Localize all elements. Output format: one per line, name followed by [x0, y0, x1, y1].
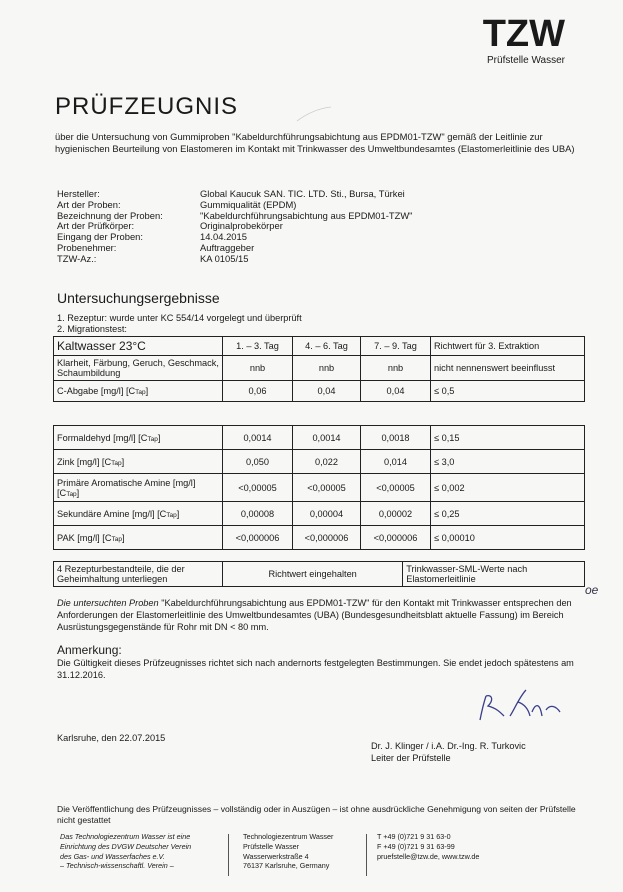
table-row	[54, 450, 585, 474]
row-label: Klarheit, Färbung, Geruch, Geschmack, Schaumbildung	[54, 356, 223, 381]
section-title: Untersuchungsergebnisse	[57, 290, 220, 306]
meta-value: Gummiqualität (EPDM)	[200, 198, 297, 210]
conclusion-body: "Kabeldurchführungsabichtung aus EPDM01-TZW" für den Kontakt mit Trinkwasser entsprechen den Anforderungen der Elastomerleitlinie des Umweltbundesamtes (UBA) (Bundesgesundheitsblatt aktuelle Fassung) im Bereich Ausrüstungsgegenstände für Rohr mit DN < 80 mm.	[57, 598, 572, 632]
meta-label: Eingang der Proben:	[57, 231, 144, 243]
footer-line: Das Technologiezentrum Wasser ist eine	[60, 832, 191, 841]
meta-value: Auftraggeber	[200, 241, 255, 253]
publication-notice: Die Veröffentlichung des Prüfzeugnisses – vollständig oder in Auszügen – ist ohne ausdrückliche Genehmigung von seiten der Prüfstelle nicht gestattet	[57, 804, 576, 825]
meta-label: TZW-Az.:	[57, 252, 97, 264]
row-label	[54, 474, 223, 502]
footer-line: Prüfstelle Wasser	[243, 841, 300, 851]
ref-cell: Trinkwasser-SML-Werte nach Elastomerleitlinie	[403, 562, 585, 587]
value-cell: 0,0014	[223, 426, 293, 450]
footer-divider	[366, 834, 367, 876]
footer-line: F +49 (0)721 9 31 63-99	[377, 841, 455, 851]
meta-value: Global Kaucuk SAN. TIC. LTD. Sti., Bursa, Türkei	[200, 188, 405, 199]
table-header-row	[54, 337, 585, 356]
footer-address	[243, 832, 363, 871]
table-row	[54, 562, 585, 587]
value-cell: <0,000006	[293, 526, 361, 550]
row-label-text: Zink [mg/l] [C	[57, 456, 112, 467]
place-date: Karlsruhe, den 22.07.2015	[57, 733, 166, 743]
meta-row	[57, 200, 413, 211]
value-cell: nnb	[293, 356, 361, 381]
ref-cell: ≤ 0,00010	[431, 526, 585, 550]
meta-value: Originalprobekörper	[200, 220, 283, 232]
handwritten-correction: oe	[585, 583, 599, 597]
subscript: Tap	[111, 459, 122, 467]
footer-line: pruefstelle@tzw.de, www.tzw.de	[377, 851, 480, 861]
ref-cell: ≤ 0,25	[431, 502, 585, 526]
value-cell: 0,050	[223, 450, 293, 474]
row-label-text: Primäre Aromatische Amine [mg/l] [C	[57, 477, 196, 498]
sample-metadata	[57, 189, 413, 265]
footer-line: T +49 (0)721 9 31 63-0	[377, 832, 451, 841]
paper-crease-mark	[295, 105, 335, 125]
bracket: ]	[176, 508, 180, 519]
ref-cell: ≤ 3,0	[431, 450, 585, 474]
signer-names: Dr. J. Klinger / i.A. Dr.-Ing. R. Turkovic	[371, 741, 526, 751]
logo-subtitle: Prüfstelle Wasser	[487, 55, 565, 66]
remark-text: Die Gültigkeit dieses Prüfzeugnisses richtet sich nach andernorts festgelegten Bestimmungen. Sie endet jedoch spätestens am 31.12.2016.	[57, 658, 574, 680]
meta-label: Probenehmer:	[57, 241, 117, 253]
value-cell: <0,00005	[293, 474, 361, 502]
meta-label: Bezeichnung der Proben:	[57, 209, 163, 221]
meta-value: KA 0105/15	[200, 252, 249, 264]
meta-label: Art der Prüfkörper:	[57, 220, 135, 232]
value-cell: <0,000006	[223, 526, 293, 550]
row-label	[54, 502, 223, 526]
footer-line: Einrichtung des DVGW Deutscher Verein	[60, 841, 192, 851]
header-cell: 1. – 3. Tag	[223, 337, 293, 356]
footer-line: des Gas- und Wasserfaches e.V.	[60, 851, 165, 861]
value-cell: 0,00004	[293, 502, 361, 526]
intro-text: über die Untersuchung von Gummiproben "Kabeldurchführungsabichtung aus EPDM01-TZW" gemäß der Leitlinie zur hygienischen Beurteilung von Elastomeren im Kontakt mit Trinkwasser des Umweltbundesamtes (Elastomerleitlinie des UBA)	[55, 131, 575, 154]
value-cell: <0,000006	[361, 526, 431, 550]
table-row	[54, 426, 585, 450]
row-label	[54, 381, 223, 402]
header-cell: 4. – 6. Tag	[293, 337, 361, 356]
test-steps	[57, 313, 302, 335]
meta-value: 14.04.2015	[200, 231, 247, 243]
row-label-text: Sekundäre Amine [mg/l] [C	[57, 508, 167, 519]
row-label	[54, 450, 223, 474]
footer-line: 76137 Karlsruhe, Germany	[243, 861, 330, 871]
table-row	[54, 474, 585, 502]
handwritten-signature	[470, 682, 580, 727]
bracket: ]	[121, 456, 125, 467]
header-cell: Kaltwasser 23°C	[54, 337, 223, 356]
footer-org-info	[60, 832, 220, 871]
row-label	[54, 526, 223, 550]
header-cell: Richtwert für 3. Extraktion	[431, 337, 585, 356]
value-cell: 0,022	[293, 450, 361, 474]
value-cell: 0,04	[361, 381, 431, 402]
value-cell: <0,00005	[361, 474, 431, 502]
secret-ingredients-table	[53, 561, 585, 587]
document-title: PRÜFZEUGNIS	[55, 93, 239, 120]
subscript: Tap	[147, 435, 158, 443]
signer-block	[371, 741, 526, 764]
value-cell: 0,00002	[361, 502, 431, 526]
subscript: Tap	[166, 511, 177, 519]
logo-mark: TZW	[482, 13, 565, 55]
value-cell: 0,0018	[361, 426, 431, 450]
value-cell: 0,06	[223, 381, 293, 402]
ref-cell: ≤ 0,15	[431, 426, 585, 450]
row-label-text: C-Abgabe [mg/l] [C	[57, 386, 136, 396]
footer-line: – Technisch-wissenschaftl. Verein –	[60, 861, 174, 871]
ref-cell: ≤ 0,5	[431, 381, 585, 402]
footer-line: Technologiezentrum Wasser	[243, 832, 334, 841]
row-label	[54, 426, 223, 450]
step-item: 1. Rezeptur: wurde unter KC 554/14 vorgelegt und überprüft	[57, 313, 302, 323]
value-cell: 0,014	[361, 450, 431, 474]
table-row	[54, 381, 585, 402]
tzw-logo	[483, 14, 565, 66]
bracket: ]	[76, 487, 80, 498]
bracket: ]	[121, 532, 125, 543]
sensory-table	[53, 336, 585, 402]
meta-value: "Kabeldurchführungsabichtung aus EPDM01-TZW"	[200, 209, 413, 221]
result-cell: Richtwert eingehalten	[223, 562, 403, 587]
meta-row	[57, 254, 413, 265]
table-row	[54, 526, 585, 550]
meta-label: Hersteller:	[57, 188, 100, 199]
table-row	[54, 502, 585, 526]
footer-contact	[377, 832, 577, 861]
remark-heading: Anmerkung:	[57, 643, 122, 657]
bracket: ]	[145, 386, 149, 396]
row-label: 4 Rezepturbestandteile, die der Geheimhaltung unterliegen	[54, 562, 223, 587]
footer-line: Wasserwerkstraße 4	[243, 851, 309, 861]
table-row	[54, 356, 585, 381]
ref-cell: ≤ 0,002	[431, 474, 585, 502]
row-label-text: Formaldehyd [mg/l] [C	[57, 432, 148, 443]
value-cell: nnb	[223, 356, 293, 381]
substance-table	[53, 425, 585, 550]
bracket: ]	[157, 432, 161, 443]
value-cell: 0,00008	[223, 502, 293, 526]
value-cell: nnb	[361, 356, 431, 381]
subscript: Tap	[66, 490, 77, 498]
conclusion-text	[57, 597, 585, 633]
subscript: Tap	[135, 389, 146, 396]
header-cell: 7. – 9. Tag	[361, 337, 431, 356]
subscript: Tap	[111, 535, 122, 543]
meta-label: Art der Proben:	[57, 198, 121, 210]
ref-cell: nicht nennenswert beeinflusst	[431, 356, 585, 381]
footer-divider	[228, 834, 229, 876]
value-cell: 0,0014	[293, 426, 361, 450]
value-cell: 0,04	[293, 381, 361, 402]
conclusion-lead: Die untersuchten Proben	[57, 598, 159, 608]
value-cell: <0,00005	[223, 474, 293, 502]
row-label-text: PAK [mg/l] [C	[57, 532, 112, 543]
signer-role: Leiter der Prüfstelle	[371, 752, 451, 763]
step-item: 2. Migrationstest:	[57, 324, 127, 334]
